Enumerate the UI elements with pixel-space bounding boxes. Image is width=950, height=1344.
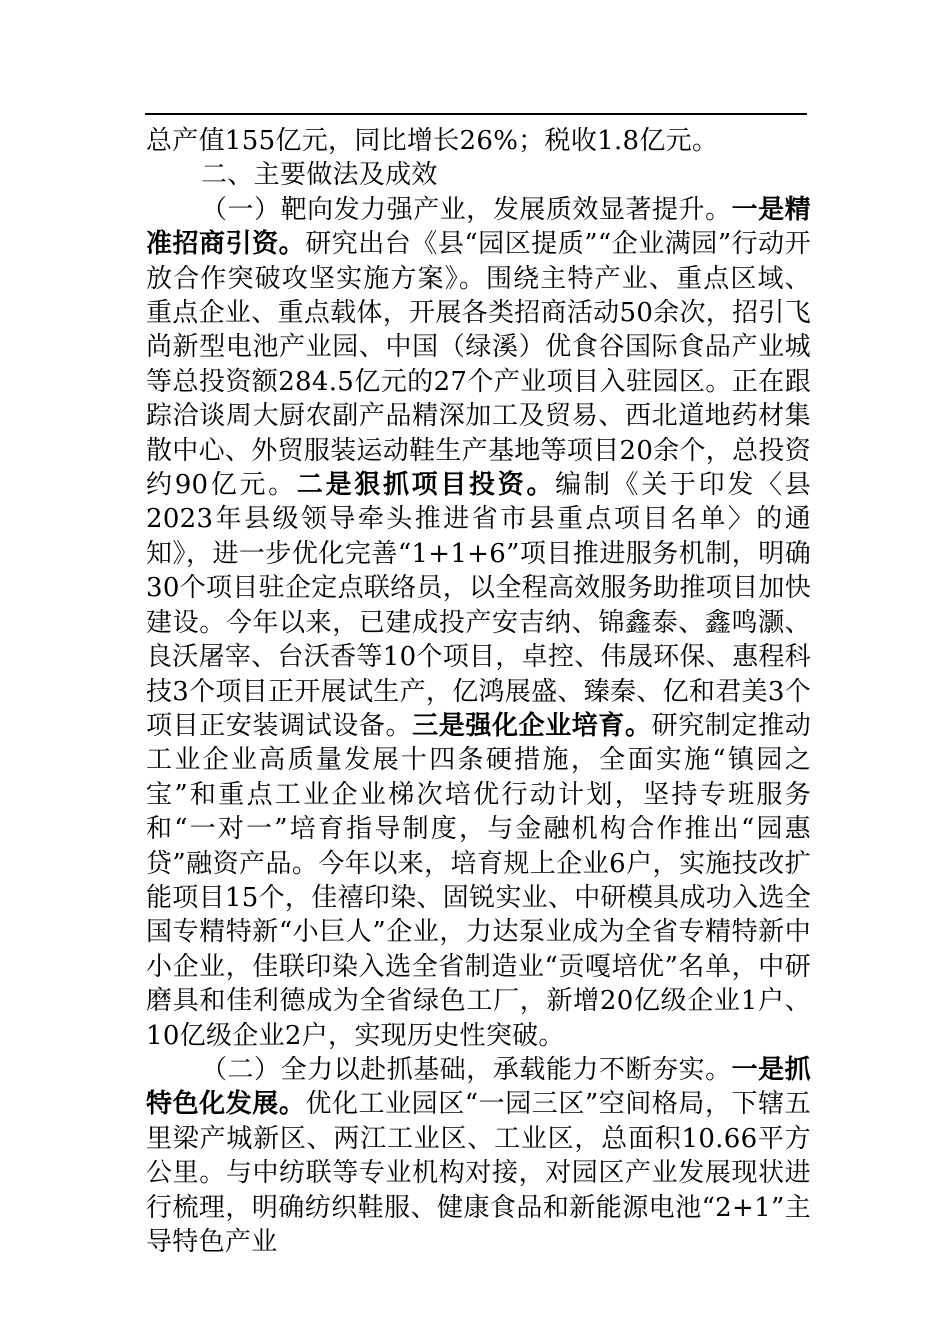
section2-point1-title: 一是抓特色化发展。 (146, 1054, 811, 1120)
section1-point1-text: 研究出台《县“园区提质”“企业满园”行动开放合作突破攻坚实施方案》。围绕主特产业、重点区域、重点企业、重点载体，开展各类招商活动50余次，招引飞尚新型电池产业园、中国（绿溪）优食谷国际食品产业城等总投资额284.5亿元的27个产业项目入驻园区。正在跟踪洽谈周大厨农副产品精深加工及贸易、西北道地药材集散中心、外贸服装运动鞋生产基地等项目20余个，总投资约90亿元。 (146, 229, 812, 501)
section1-point3-text: 研究制定推动工业企业高质量发展十四条硬措施，全面实施“镇园之宝”和重点工业企业梯次培优行动计划，坚持专班服务和“一对一”培育指导制度，与金融机构合作推出“园惠贷”融资产品。今年以来，培育规上企业6户，实施技改扩能项目15个，佳禧印染、固锐实业、中研模具成功入选全国专精特新“小巨人”企业，力达泵业成为全省专精特新中小企业，佳联印染入选全省制造业“贡嘎培优”名单，中研磨具和佳利德成为全省绿色工厂，新增20亿级企业1户、10亿级企业2户，实现历史性突破。 (146, 710, 811, 1051)
section2-paragraph (146, 1053, 811, 1259)
section1-subheading: （一）靶向发力强产业，发展质效显著提升。 (201, 194, 732, 225)
section1-point3-title: 三是强化企业培育。 (412, 710, 652, 741)
section2-point1-text: 优化工业园区“一园三区”空间格局，下辖五里梁产城新区、两江工业区、工业区，总面积10.66平方公里。与中纺联等专业机构对接，对园区产业发展现状进行梳理，明确纺织鞋服、健康食品和新能源电池“2+1”主导特色产业 (146, 1089, 811, 1257)
section2-subheading: （二）全力以赴抓基础，承载能力不断夯实。 (201, 1054, 732, 1085)
header-divider (145, 113, 807, 115)
section1-point2-text: 编制《关于印发〈县2023年县级领导牵头推进省市县重点项目名单〉的通知》，进一步优化完善“1+1+6”项目推进服务机制，明确30个项目驻企定点联络员，以全程高效服务助推项目加快建设。今年以来，已建成投产安吉纳、锦鑫泰、鑫鸣灏、良沃屠宰、台沃香等10个项目，卓控、伟晟环保、惠程科技3个项目正开展试生产，亿鸿展盛、臻秦、亿和君美3个项目正安装调试设备。 (146, 470, 812, 741)
section1-point2-title: 二是狠抓项目投资。 (296, 470, 556, 501)
section1-point1-title: 一是精准招商引资。 (146, 194, 811, 260)
section-heading: 二、主要做法及成效 (201, 160, 438, 191)
continuation-paragraph: 总产值155亿元，同比增长26%；税收1.8亿元。 (146, 126, 719, 156)
section1-paragraph (146, 193, 811, 1053)
document-body (146, 124, 811, 1259)
